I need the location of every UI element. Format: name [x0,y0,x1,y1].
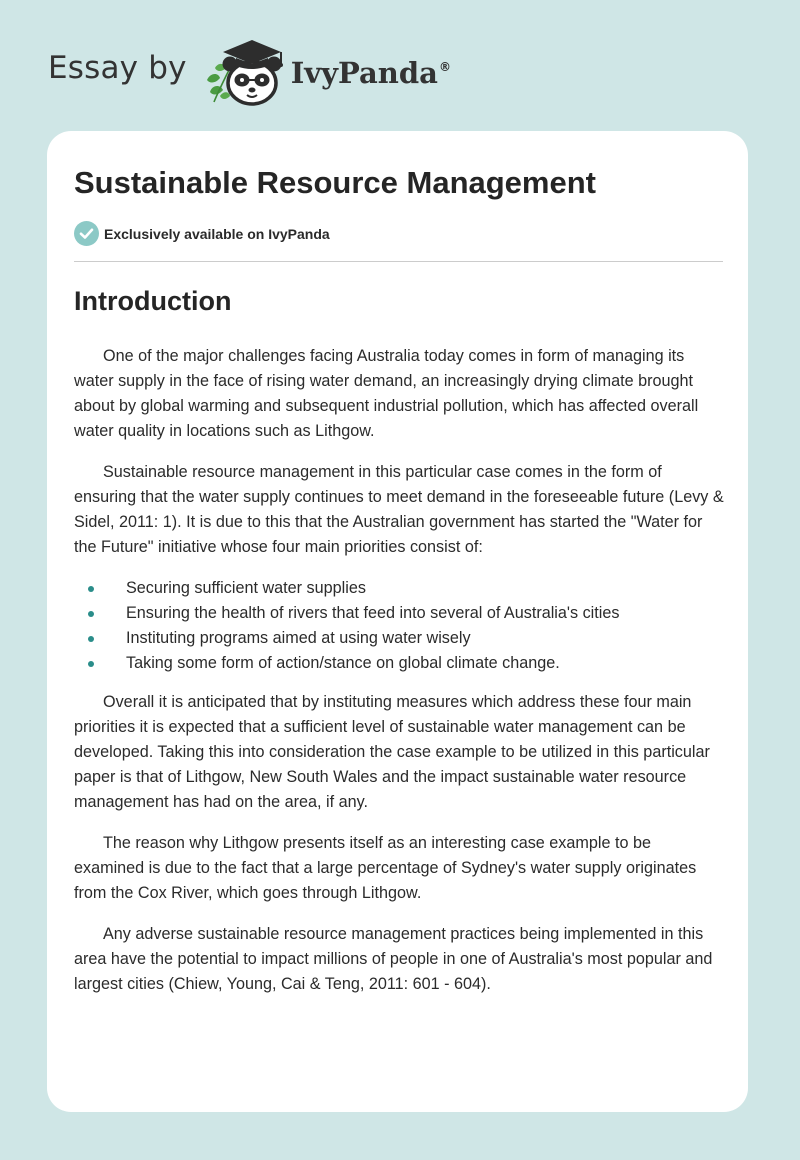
list-item [74,601,725,626]
list-item [74,626,725,651]
bullet-dot-icon [88,636,94,642]
exclusive-badge [74,221,330,246]
list-item-text: Securing sufficient water supplies [126,579,366,597]
section-heading: Introduction [74,286,232,316]
page-title: Sustainable Resource Management [74,165,596,200]
check-circle-icon [74,221,99,246]
paragraph: Sustainable resource management in this particular case comes in the form of ensuring that the water supply continues to meet demand in the foreseeable future (Levy & Sidel, 2011: 1). It is due to this that the Australian government has started the "Water for the Future" initiative whose four main priorities consist of: [74,463,724,556]
brand-header[interactable] [48,34,451,108]
list-item-text: Taking some form of action/stance on global climate change. [126,654,560,672]
bullet-dot-icon [88,586,94,592]
essay-body [74,283,725,1013]
list-item [74,651,725,676]
paragraph: One of the major challenges facing Australia today comes in form of managing its water supply in the face of rising water demand, an increasingly drying climate brought about by global warming and subsequent industrial pollution, which has affected overall water quality in locations such as Lithgow. [74,347,699,440]
bullet-dot-icon [88,611,94,617]
list-item-text: Instituting programs aimed at using water wisely [126,629,471,647]
panda-graduate-logo-icon [201,34,293,108]
exclusive-badge-text: Exclusively available on IvyPanda [104,225,330,242]
paragraph: Overall it is anticipated that by instituting measures which address these four main priorities it is expected that a sufficient level of sustainable water management can be developed. Taking this into consideration the case example to be utilized in this particular paper is that of Lithgow, New South Wales and the impact sustainable water resource management has had on the area, if any. [74,693,710,811]
divider [74,261,723,262]
brand-prefix: Essay by [48,50,187,86]
list-item [74,576,725,601]
essay-card [47,131,748,1112]
paragraph: Any adverse sustainable resource management practices being implemented in this area have the potential to impact millions of people in one of Australia's most popular and largest cities (Chiew, Young, Cai & Teng, 2011: 601 - 604). [74,925,713,993]
paragraph: The reason why Lithgow presents itself as an interesting case example to be examined is due to the fact that a large percentage of Sydney's water supply originates from the Cox River, which goes through Lithgow. [74,834,697,902]
bullet-dot-icon [88,661,94,667]
registered-mark: ® [438,60,451,74]
priority-list [74,576,725,676]
brand-name: IvyPanda® [290,56,451,90]
list-item-text: Ensuring the health of rivers that feed into several of Australia's cities [126,604,620,622]
